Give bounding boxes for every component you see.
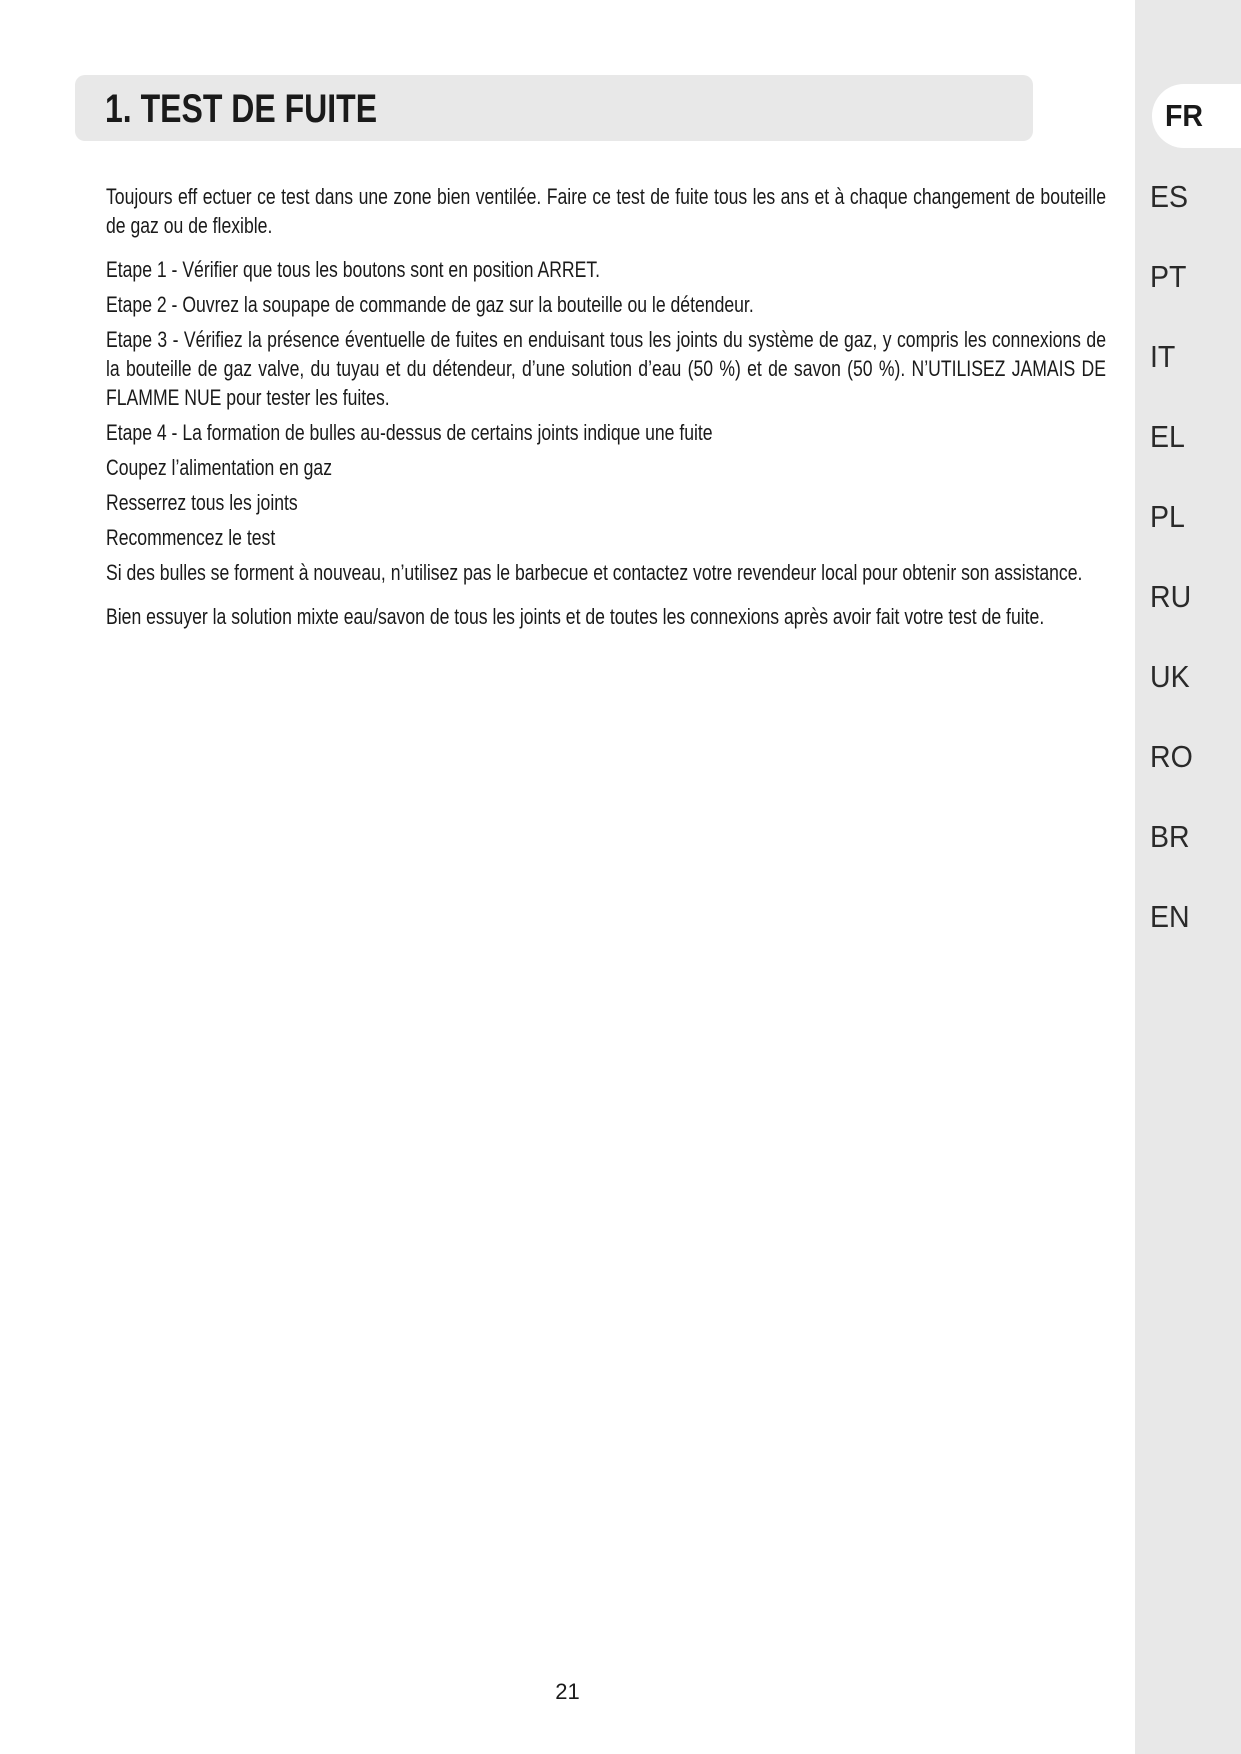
step-1: Etape 1 - Vérifier que tous les boutons sont en position ARRET. xyxy=(106,257,601,282)
lang-tab-ru[interactable] xyxy=(1150,565,1234,629)
intro-paragraph: Toujours eff ectuer ce test dans une zone bien ventilée. Faire ce test de fuite tous les ans et à chaque changement de bouteille de gaz ou de flexible. xyxy=(106,184,1106,238)
lang-tab-label: IT xyxy=(1150,339,1176,374)
action-cut-gas: Coupez l’alimentation en gaz xyxy=(106,455,333,480)
cleanup-note: Bien essuyer la solution mixte eau/savon de tous les joints et de toutes les connexions après avoir fait votre test de fuite. xyxy=(106,604,1045,629)
lang-tab-uk[interactable] xyxy=(1150,645,1234,709)
lang-tab-it[interactable] xyxy=(1150,325,1234,389)
lang-tab-br[interactable] xyxy=(1150,805,1234,869)
lang-tab-label: BR xyxy=(1150,819,1190,854)
lang-tab-el[interactable] xyxy=(1150,405,1234,469)
lang-tab-label: FR xyxy=(1165,98,1204,133)
repeat-warning: Si des bulles se forment à nouveau, n’utilisez pas le barbecue et contactez votre revendeur local pour obtenir son assistance. xyxy=(106,560,1083,585)
action-repeat-test: Recommencez le test xyxy=(106,525,276,550)
section-body xyxy=(106,182,1106,631)
lang-tab-es[interactable] xyxy=(1150,165,1234,229)
lang-tab-pt[interactable] xyxy=(1150,245,1234,309)
lang-tab-label: UK xyxy=(1150,659,1190,694)
lang-tab-label: PL xyxy=(1150,499,1185,534)
lang-tab-fr[interactable] xyxy=(1152,84,1241,148)
lang-tab-label: EN xyxy=(1150,899,1190,934)
lang-tab-label: RO xyxy=(1150,739,1193,774)
lang-tab-label: PT xyxy=(1150,259,1187,294)
lang-tab-en[interactable] xyxy=(1150,885,1234,949)
lang-tab-label: EL xyxy=(1150,419,1185,454)
action-tighten-joints: Resserrez tous les joints xyxy=(106,490,298,515)
lang-tab-label: ES xyxy=(1150,179,1189,214)
step-4: Etape 4 - La formation de bulles au-dessus de certains joints indique une fuite xyxy=(106,420,713,445)
step-3: Etape 3 - Vérifiez la présence éventuelle de fuites en enduisant tous les joints du système de gaz, y compris les connexions de la bouteille de gaz valve, du tuyau et du détendeur, d’une solution d’eau (50 %) et de savon (50 %). N’UTILISEZ JAMAIS DE FLAMME NUE pour tester les fuites. xyxy=(106,327,1106,410)
step-2: Etape 2 - Ouvrez la soupape de commande de gaz sur la bouteille ou le détendeur. xyxy=(106,292,754,317)
lang-tab-label: RU xyxy=(1150,579,1192,614)
page-number: 21 xyxy=(555,1679,580,1704)
lang-tab-ro[interactable] xyxy=(1150,725,1234,789)
section-title: 1. TEST DE FUITE xyxy=(105,87,378,131)
lang-tab-pl[interactable] xyxy=(1150,485,1234,549)
section-heading-box xyxy=(75,75,1033,141)
language-sidebar xyxy=(1135,0,1241,1754)
